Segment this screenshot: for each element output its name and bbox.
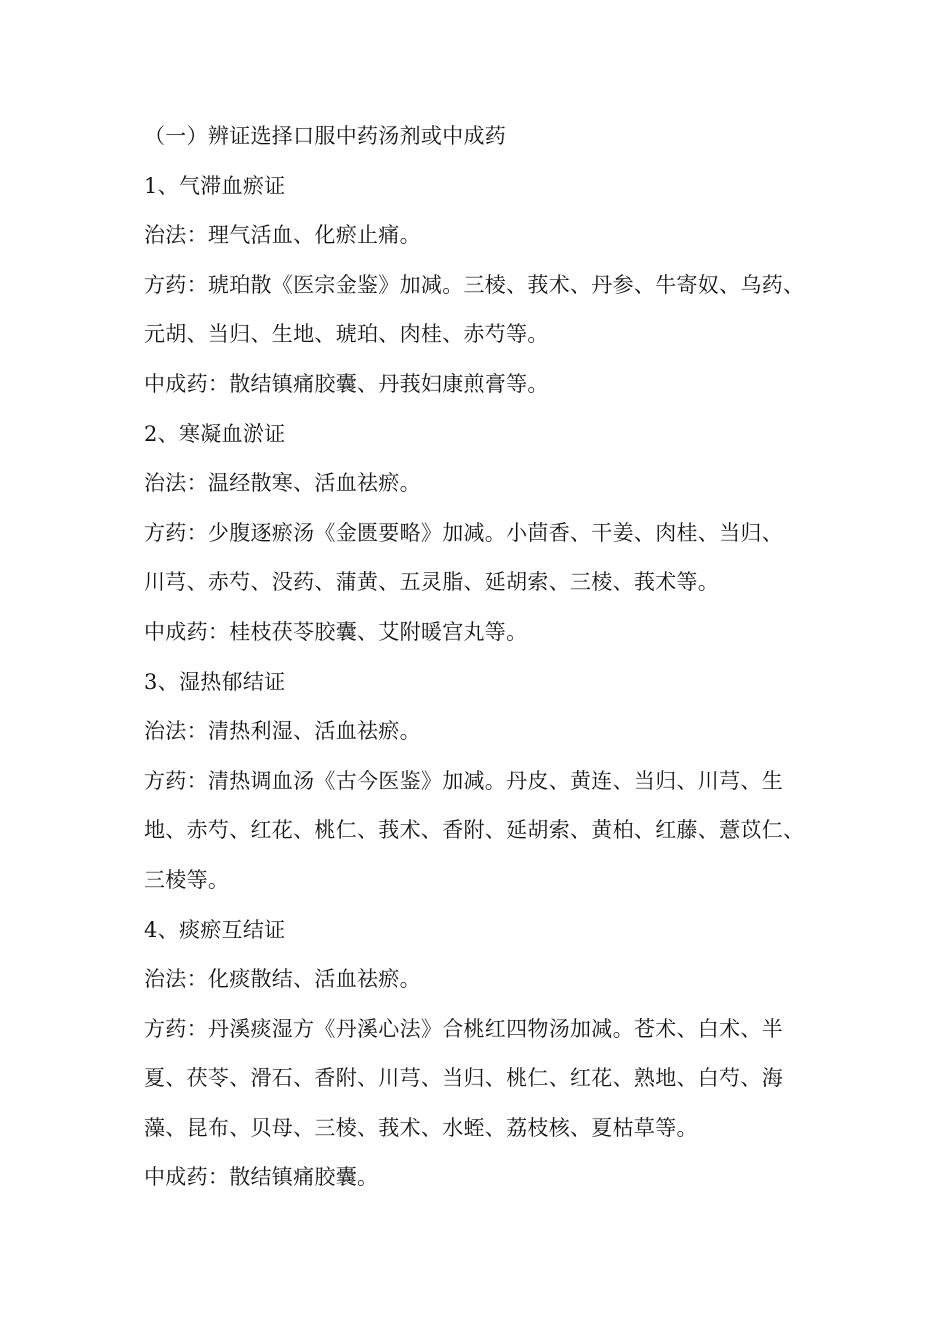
syndrome-heading-1: 1、气滞血瘀证 bbox=[144, 173, 286, 198]
formula-line: 藻、昆布、贝母、三棱、莪术、水蛭、荔枝核、夏枯草等。 bbox=[144, 1115, 698, 1140]
treatment-method-1: 治法：理气活血、化瘀止痛。 bbox=[144, 223, 421, 248]
syndrome-heading-3: 3、湿热郁结证 bbox=[144, 669, 286, 694]
formula-line: 方药：少腹逐瘀汤《金匮要略》加减。小茴香、干姜、肉桂、当归、 bbox=[144, 520, 783, 545]
document-body bbox=[144, 112, 810, 1203]
formula-paragraph-2 bbox=[144, 509, 810, 608]
formula-line: 元胡、当归、生地、琥珀、肉桂、赤芍等。 bbox=[144, 322, 549, 347]
treatment-method-2: 治法：温经散寒、活血祛瘀。 bbox=[144, 471, 421, 496]
patent-medicine-2: 中成药：桂枝茯苓胶囊、艾附暖宫丸等。 bbox=[144, 619, 528, 644]
formula-line: 方药：清热调血汤《古今医鉴》加减。丹皮、黄连、当归、川芎、生 bbox=[144, 768, 783, 793]
treatment-method-3: 治法：清热利湿、活血祛瘀。 bbox=[144, 719, 421, 744]
treatment-method-4: 治法：化痰散结、活血祛瘀。 bbox=[144, 967, 421, 992]
formula-paragraph-4 bbox=[144, 1005, 810, 1154]
formula-line: 方药：丹溪痰湿方《丹溪心法》合桃红四物汤加减。苍术、白术、半 bbox=[144, 1016, 783, 1041]
formula-line: 方药：琥珀散《医宗金鉴》加减。三棱、莪术、丹参、牛寄奴、乌药、 bbox=[144, 272, 805, 297]
formula-paragraph-3 bbox=[144, 757, 810, 906]
formula-line: 夏、茯苓、滑石、香附、川芎、当归、桃仁、红花、熟地、白芍、海 bbox=[144, 1066, 783, 1091]
patent-medicine-1: 中成药：散结镇痛胶囊、丹莪妇康煎膏等。 bbox=[144, 371, 549, 396]
syndrome-heading-4: 4、痰瘀互结证 bbox=[144, 917, 286, 942]
formula-line: 三棱等。 bbox=[144, 867, 230, 892]
formula-line: 地、赤芍、红花、桃仁、莪术、香附、延胡索、黄柏、红藤、薏苡仁、 bbox=[144, 818, 805, 843]
patent-medicine-4: 中成药：散结镇痛胶囊。 bbox=[144, 1165, 379, 1190]
formula-line: 川芎、赤芍、没药、蒲黄、五灵脂、延胡索、三棱、莪术等。 bbox=[144, 570, 720, 595]
formula-paragraph-1 bbox=[144, 261, 810, 360]
section-title: （一）辨证选择口服中药汤剂或中成药 bbox=[144, 124, 507, 148]
syndrome-heading-2: 2、寒凝血淤证 bbox=[144, 421, 286, 446]
